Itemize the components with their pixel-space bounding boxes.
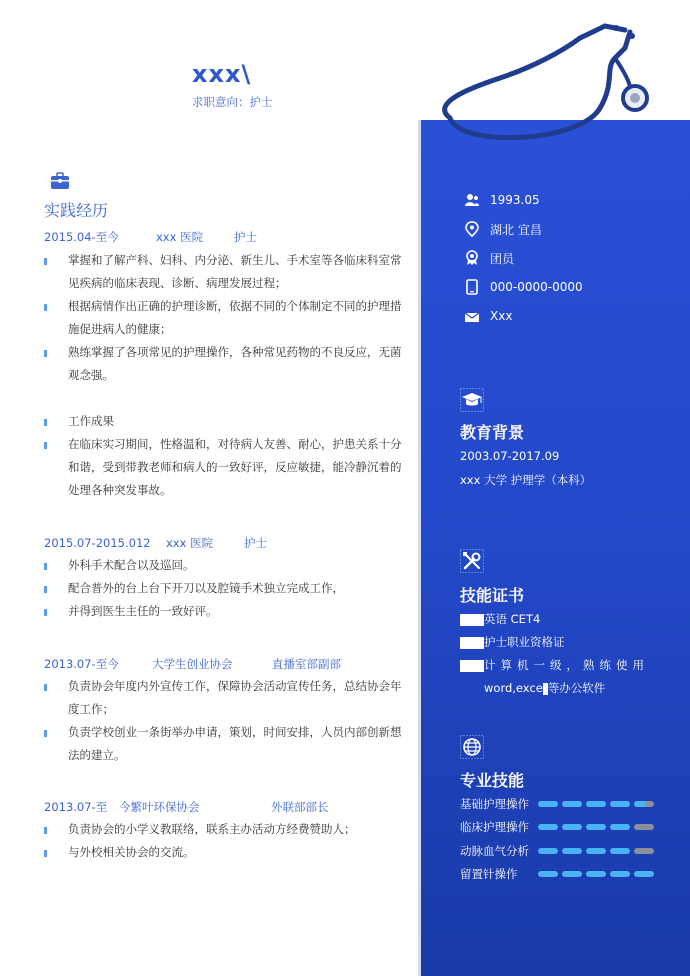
profile-email: Xxx bbox=[462, 306, 512, 326]
skill-level-segment bbox=[538, 824, 558, 830]
section-title-certs: 技能证书 bbox=[460, 586, 525, 605]
list-item: 并得到医生主任的一致好评。 bbox=[44, 600, 404, 623]
profile-birth: 1993.05 bbox=[462, 190, 540, 210]
skill-level-segment bbox=[610, 801, 630, 807]
entry-header bbox=[44, 799, 329, 815]
section-title-education: 教育背景 bbox=[460, 423, 525, 442]
skill-level-segment bbox=[634, 824, 654, 830]
skill-level-segment bbox=[562, 801, 582, 807]
skill-row bbox=[460, 865, 658, 883]
entry-header bbox=[44, 535, 267, 551]
skill-label: 动脉血气分析 bbox=[460, 844, 529, 858]
skill-level-segment bbox=[586, 848, 606, 854]
graduation-cap-icon bbox=[460, 388, 484, 412]
stethoscope-icon bbox=[430, 18, 670, 148]
user-icon bbox=[462, 192, 482, 208]
skill-level-segment bbox=[634, 871, 654, 877]
list-item: 外科手术配合以及巡回。 bbox=[44, 554, 404, 577]
skill-row bbox=[460, 818, 658, 836]
section-title-skills: 专业技能 bbox=[460, 771, 525, 790]
education-detail: xxx 大学 护理学（本科） bbox=[460, 473, 592, 487]
candidate-name: xxx\ bbox=[192, 60, 252, 88]
skill-level-segment bbox=[562, 848, 582, 854]
list-item: 负责学校创业一条街举办申请，策划，时间安排，人员内部创新想法的建立。 bbox=[44, 721, 404, 767]
skill-label: 临床护理操作 bbox=[460, 820, 529, 834]
list-item: 与外校相关协会的交流。 bbox=[44, 841, 404, 864]
entry-date: 2013.07-至 bbox=[44, 800, 108, 814]
skill-level-segment bbox=[538, 801, 558, 807]
cert-item: 英语 CET4 bbox=[460, 611, 540, 627]
skill-level-segment bbox=[538, 871, 558, 877]
entry-role: 外联部部长 bbox=[271, 800, 329, 814]
section-title-practice: 实践经历 bbox=[44, 201, 109, 220]
entry-header bbox=[44, 656, 341, 672]
skill-level-segment bbox=[634, 801, 654, 807]
list-item: 根据病情作出正确的护理诊断，依据不同的个体制定不同的护理措施促进病人的健康； bbox=[44, 295, 404, 341]
phone-icon bbox=[462, 279, 482, 295]
globe-icon bbox=[460, 735, 484, 759]
profile-location: 湖北 宜昌 bbox=[462, 219, 542, 239]
list-item: 负责协会年度内外宣传工作，保障协会活动宣传任务，总结协会年度工作； bbox=[44, 675, 404, 721]
list-item: 工作成果 bbox=[44, 410, 404, 433]
entry-role: 直播室部副部 bbox=[272, 657, 341, 671]
skill-label: 留置针操作 bbox=[460, 867, 518, 881]
profile-politics: 团员 bbox=[462, 248, 514, 268]
education-period: 2003.07-2017.09 bbox=[460, 449, 560, 463]
list-item: 负责协会的小学义教联络，联系主办活动方经费赞助人； bbox=[44, 818, 404, 841]
list-item: 掌握和了解产科、妇科、内分泌、新生儿、手术室等各临床科室常见疾病的临床表现、诊断、病理发展过程； bbox=[44, 249, 404, 295]
cert-item-cont: word,exce 等办公软件 bbox=[484, 681, 606, 695]
skill-level-segment bbox=[538, 848, 558, 854]
skill-level-segment bbox=[610, 871, 630, 877]
entry-date: 2015.07-2015.012 bbox=[44, 536, 151, 550]
entry-role: 护士 bbox=[244, 536, 267, 550]
list-item: 在临床实习期间，性格温和，对待病人友善、耐心，护患关系十分和谐，受到带教老师和病人的一致好评，反应敏捷，能冷静沉着的处理各种突发事故。 bbox=[44, 433, 404, 502]
skill-level-segment bbox=[610, 824, 630, 830]
briefcase-icon bbox=[50, 172, 70, 190]
skill-level-segment bbox=[562, 824, 582, 830]
skill-level-segment bbox=[586, 824, 606, 830]
skill-label: 基础护理操作 bbox=[460, 797, 529, 811]
entry-org: 大学生创业协会 bbox=[152, 657, 233, 671]
entry-date: 2013.07-至今 bbox=[44, 657, 119, 671]
skill-level-segment bbox=[634, 848, 654, 854]
entry-date: 2015.04-至今 bbox=[44, 230, 119, 244]
entry-org: xxx 医院 bbox=[156, 230, 204, 244]
entry-header bbox=[44, 229, 257, 245]
skill-row bbox=[460, 795, 658, 813]
skill-row bbox=[460, 842, 658, 860]
skill-level-segment bbox=[562, 871, 582, 877]
entry-org: xxx 医院 bbox=[166, 536, 214, 550]
skill-level-segment bbox=[610, 848, 630, 854]
cert-item: 护士职业资格证 bbox=[460, 634, 565, 650]
job-intent: 求职意向：护士 bbox=[192, 95, 273, 109]
skill-level-segment bbox=[586, 801, 606, 807]
list-item: 配合普外的台上台下开刀以及腔镜手术独立完成工作， bbox=[44, 577, 404, 600]
list-item: 熟练掌握了各项常见的护理操作，各种常见药物的不良反应，无菌观念强。 bbox=[44, 341, 404, 387]
skill-level-segment bbox=[586, 871, 606, 877]
badge-icon bbox=[462, 250, 482, 266]
profile-phone: 000-0000-0000 bbox=[462, 277, 583, 297]
entry-role: 护士 bbox=[234, 230, 257, 244]
entry-org: 今繁叶环保协会 bbox=[119, 800, 200, 814]
cert-item: 计算机一级，熟练使用 bbox=[460, 657, 649, 673]
mail-icon bbox=[462, 308, 482, 324]
location-pin-icon bbox=[462, 221, 482, 237]
tools-icon bbox=[460, 549, 484, 573]
